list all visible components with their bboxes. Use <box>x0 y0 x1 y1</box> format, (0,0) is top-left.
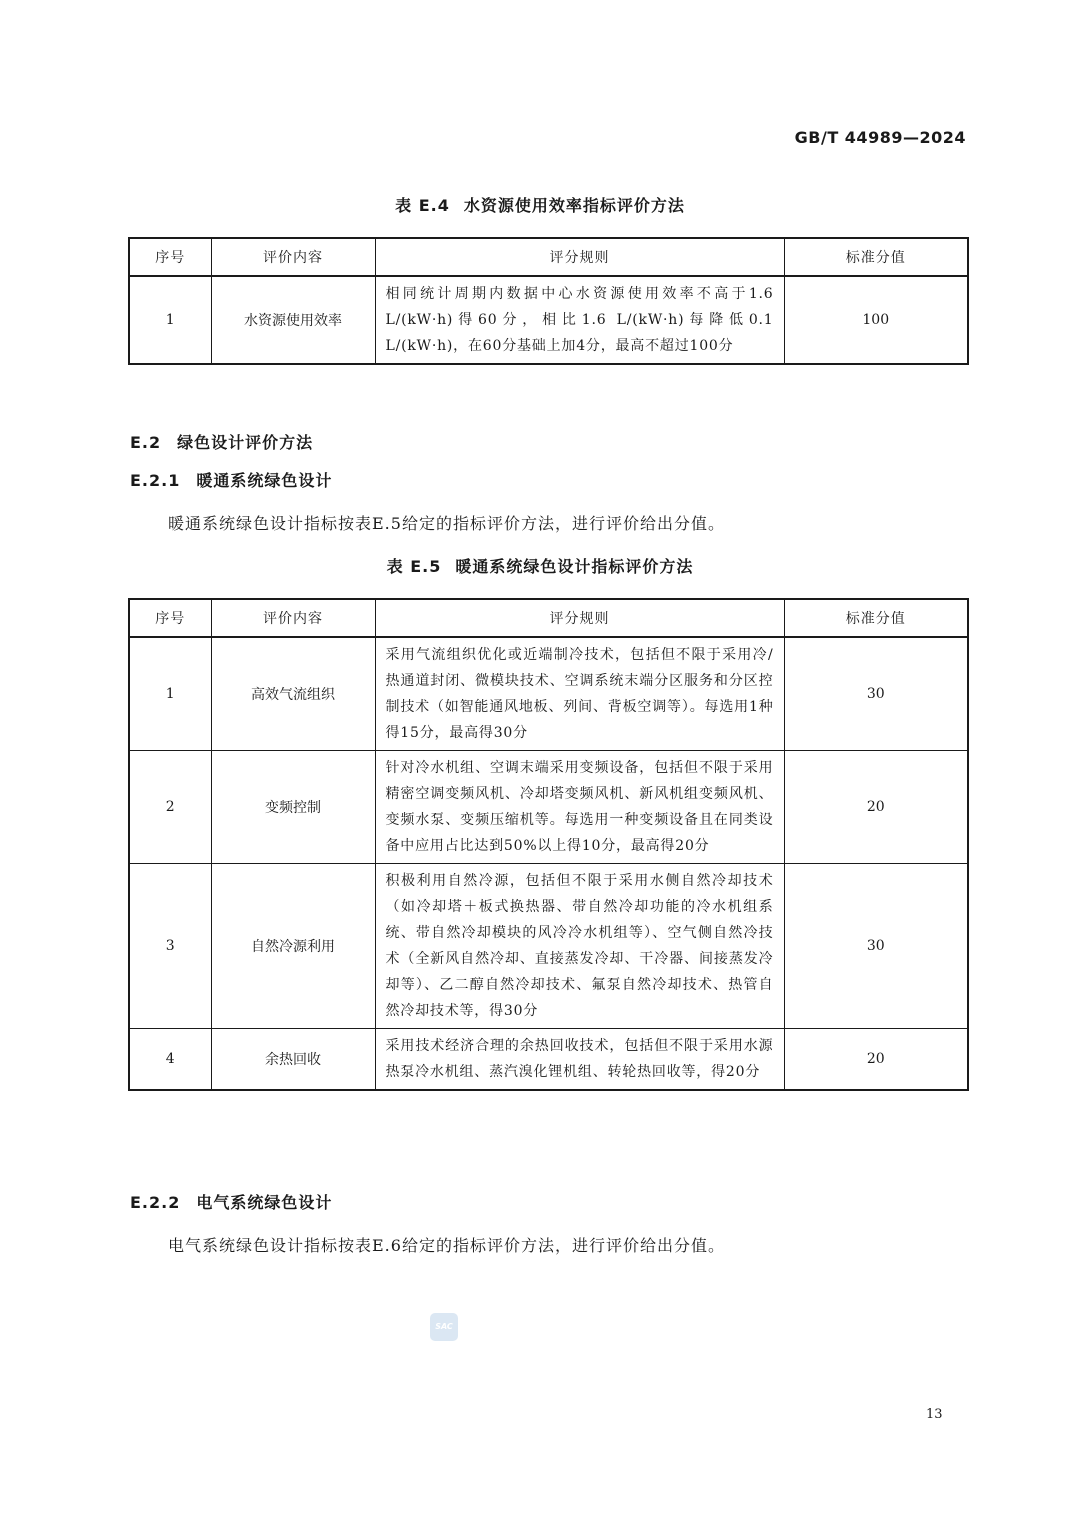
table-row <box>129 276 968 364</box>
standard-code: GB/T 44989—2024 <box>794 128 966 147</box>
row-no: 2 <box>129 751 211 864</box>
table-row <box>129 864 968 1029</box>
page-number: 13 <box>926 1407 943 1422</box>
header-content: 评价内容 <box>211 599 375 637</box>
table-row <box>129 751 968 864</box>
header-content: 评价内容 <box>211 238 375 276</box>
section-title: 暖通系统绿色设计 <box>196 471 333 490</box>
table-row <box>129 637 968 751</box>
row-no: 4 <box>129 1029 211 1091</box>
row-rule: 相同统计周期内数据中心水资源使用效率不高于1.6 L/(kW·h)得60分，相比1.6 L/(kW·h)每降低0.1 L/(kW·h)，在60分基础上加4分，最高不超过100分 <box>375 276 784 364</box>
table-e4-caption-title: 水资源使用效率指标评价方法 <box>463 196 685 215</box>
row-content: 余热回收 <box>211 1029 375 1091</box>
table-row <box>129 1029 968 1091</box>
header-rule: 评分规则 <box>375 238 784 276</box>
header-rule: 评分规则 <box>375 599 784 637</box>
section-heading-e22 <box>130 1190 332 1213</box>
section-title: 电气系统绿色设计 <box>196 1193 333 1212</box>
row-rule: 采用气流组织优化或近端制冷技术，包括但不限于采用冷/热通道封闭、微模块技术、空调系统末端分区服务和分区控制技术（如智能通风地板、列间、背板空调等）。每选用1种得15分，最高得30分 <box>375 637 784 751</box>
table-e5-caption <box>0 554 1080 577</box>
row-rule: 积极利用自然冷源，包括但不限于采用水侧自然冷却技术（如冷却塔＋板式换热器、带自然冷却功能的冷水机组系统、带自然冷却模块的风冷冷水机组等）、空气侧自然冷技术（全新风自然冷却、直接蒸发冷却、干冷器、间接蒸发冷却等）、乙二醇自然冷却技术、氟泵自然冷却技术、热管自然冷却技术等，得30分 <box>375 864 784 1029</box>
row-score: 20 <box>784 1029 968 1091</box>
header-no: 序号 <box>129 238 211 276</box>
header-score: 标准分值 <box>784 599 968 637</box>
table-e4 <box>128 237 969 365</box>
section-heading-e21 <box>130 468 332 491</box>
row-content: 高效气流组织 <box>211 637 375 751</box>
section-number: E.2 <box>130 433 162 452</box>
row-no: 1 <box>129 276 211 364</box>
sac-logo-icon <box>430 1313 458 1341</box>
table-e5-caption-title: 暖通系统绿色设计指标评价方法 <box>455 557 694 576</box>
row-content: 变频控制 <box>211 751 375 864</box>
table-header-row <box>129 238 968 276</box>
row-content: 自然冷源利用 <box>211 864 375 1029</box>
table-e4-caption-number: 表 E.4 <box>395 196 450 215</box>
paragraph-e21: 暖通系统绿色设计指标按表E.5给定的指标评价方法，进行评价给出分值。 <box>168 514 725 533</box>
sac-logo-text: SAC <box>435 1322 453 1331</box>
header-score: 标准分值 <box>784 238 968 276</box>
row-content: 水资源使用效率 <box>211 276 375 364</box>
row-no: 1 <box>129 637 211 751</box>
paragraph-e22: 电气系统绿色设计指标按表E.6给定的指标评价方法，进行评价给出分值。 <box>168 1236 725 1255</box>
section-title: 绿色设计评价方法 <box>177 433 314 452</box>
row-no: 3 <box>129 864 211 1029</box>
row-score: 20 <box>784 751 968 864</box>
row-score: 30 <box>784 864 968 1029</box>
table-e5 <box>128 598 969 1091</box>
row-rule: 针对冷水机组、空调末端采用变频设备，包括但不限于采用精密空调变频风机、冷却塔变频风机、新风机组变频风机、变频水泵、变频压缩机等。每选用一种变频设备且在同类设备中应用占比达到50%以上得10分，最高得20分 <box>375 751 784 864</box>
row-rule: 采用技术经济合理的余热回收技术，包括但不限于采用水源热泵冷水机组、蒸汽溴化锂机组、转轮热回收等，得20分 <box>375 1029 784 1091</box>
table-e4-caption <box>0 193 1080 216</box>
row-score: 100 <box>784 276 968 364</box>
section-heading-e2 <box>130 430 313 453</box>
section-number: E.2.2 <box>130 1193 181 1212</box>
section-number: E.2.1 <box>130 471 181 490</box>
row-score: 30 <box>784 637 968 751</box>
header-no: 序号 <box>129 599 211 637</box>
table-header-row <box>129 599 968 637</box>
table-e5-caption-number: 表 E.5 <box>386 557 442 576</box>
